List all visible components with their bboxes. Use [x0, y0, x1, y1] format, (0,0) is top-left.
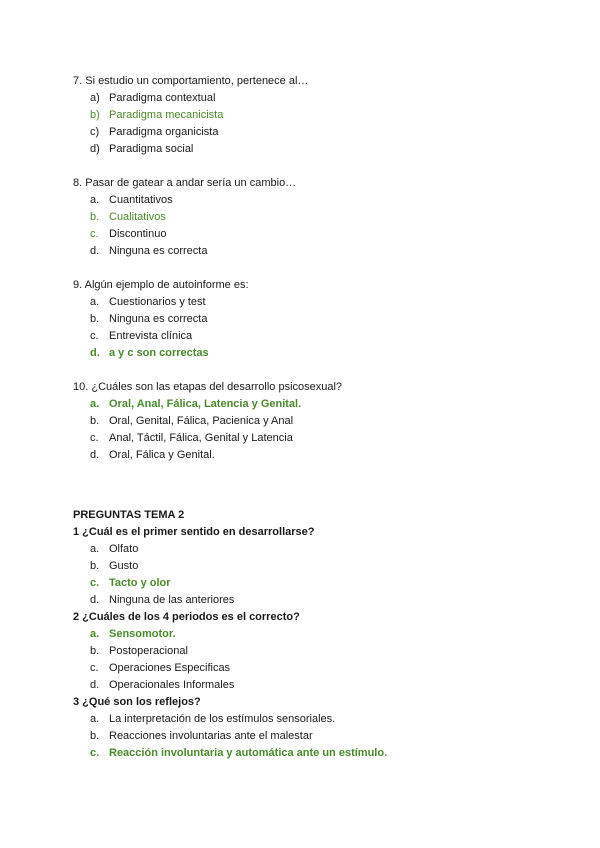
option-8c [90, 227, 166, 241]
option-7a [90, 91, 215, 105]
option-letter: b. [90, 211, 100, 223]
option-text: Oral, Genital, Fálica, Pacienica y Anal [109, 415, 294, 427]
option-t2-2d [90, 678, 234, 692]
option-text: Entrevista clínica [109, 330, 193, 342]
option-letter: c) [90, 126, 100, 138]
option-8a [90, 193, 173, 207]
option-text: Anal, Táctil, Fálica, Genital y Latencia [109, 432, 293, 444]
option-text: Paradigma social [109, 143, 194, 155]
option-t2-1d [90, 593, 234, 607]
option-letter: c. [90, 662, 99, 674]
option-letter: a. [90, 543, 100, 555]
option-text: Tacto y olor [109, 577, 171, 589]
option-t2-2b [90, 644, 188, 658]
option-text: Reacción involuntaria y automática ante un estímulo. [109, 747, 388, 759]
question-8: 8. Pasar de gatear a andar sería un cambio… [73, 177, 297, 189]
option-letter: c. [90, 577, 100, 589]
option-letter: a. [90, 296, 100, 308]
option-10c [90, 431, 293, 445]
option-text: Paradigma organicista [109, 126, 219, 138]
option-text: Operaciones Especificas [109, 662, 231, 674]
option-letter: a) [90, 92, 100, 104]
option-letter: b. [90, 730, 100, 742]
option-text: Cuantitativos [109, 194, 173, 206]
option-text: Ninguna es correcta [109, 313, 208, 325]
option-letter: d. [90, 449, 100, 461]
option-letter: b. [90, 415, 100, 427]
section-title: PREGUNTAS TEMA 2 [73, 509, 185, 521]
option-7d [90, 142, 193, 156]
option-10a-correct [90, 397, 301, 411]
option-letter: a. [90, 398, 100, 410]
question-10: 10. ¿Cuáles son las etapas del desarrollo psicosexual? [73, 381, 343, 393]
option-letter: a. [90, 194, 100, 206]
option-9b [90, 312, 207, 326]
option-10b [90, 414, 293, 428]
option-text: Cuestionarios y test [109, 296, 206, 308]
option-7c [90, 125, 218, 139]
t2-question-1: 1 ¿Cuál es el primer sentido en desarrollarse? [73, 526, 315, 538]
option-letter: b) [90, 109, 100, 121]
option-text: Postoperacional [109, 645, 188, 657]
option-text: Ninguna es correcta [109, 245, 208, 257]
option-letter: d. [90, 594, 100, 606]
option-8d [90, 244, 207, 258]
question-9: 9. Algún ejemplo de autoinforme es: [73, 279, 249, 291]
option-text: a y c son correctas [109, 347, 209, 359]
option-letter: b. [90, 313, 100, 325]
option-9c [90, 329, 192, 343]
option-text: Discontinuo [109, 228, 167, 240]
option-letter: c. [90, 228, 99, 240]
option-letter: d. [90, 245, 100, 257]
option-9a [90, 295, 206, 309]
option-text: Paradigma mecanicista [109, 109, 224, 121]
option-letter: a. [90, 713, 100, 725]
option-text: La interpretación de los estímulos sensoriales. [109, 713, 336, 725]
option-7b-correct [90, 108, 223, 122]
option-text: Gusto [109, 560, 139, 572]
option-letter: a. [90, 628, 100, 640]
option-text: Sensomotor. [109, 628, 176, 640]
option-t2-3b [90, 729, 313, 743]
option-letter: c. [90, 330, 99, 342]
option-letter: b. [90, 645, 100, 657]
option-text: Cualitativos [109, 211, 166, 223]
option-text: Paradigma contextual [109, 92, 216, 104]
option-text: Oral, Fálica y Genital. [109, 449, 215, 461]
option-text: Olfato [109, 543, 139, 555]
option-t2-3a [90, 712, 335, 726]
option-letter: c. [90, 747, 100, 759]
t2-question-3: 3 ¿Qué son los reflejos? [73, 696, 201, 708]
option-8b-correct [90, 210, 166, 224]
option-10d [90, 448, 215, 462]
option-text: Operacionales Informales [109, 679, 235, 691]
option-text: Reacciones involuntarias ante el malestar [109, 730, 313, 742]
option-text: Ninguna de las anteriores [109, 594, 235, 606]
t2-question-2: 2 ¿Cuáles de los 4 periodos es el correcto? [73, 611, 300, 623]
option-letter: d. [90, 347, 100, 359]
option-t2-3c-correct [90, 746, 387, 760]
option-letter: b. [90, 560, 100, 572]
option-9d-correct [90, 346, 209, 360]
option-t2-2a-correct [90, 627, 176, 641]
option-letter: d. [90, 679, 100, 691]
option-t2-2c [90, 661, 230, 675]
option-text: Oral, Anal, Fálica, Latencia y Genital. [109, 398, 302, 410]
option-letter: d) [90, 143, 100, 155]
option-t2-1c-correct [90, 576, 171, 590]
option-t2-1b [90, 559, 138, 573]
question-7: 7. Si estudio un comportamiento, pertenece al… [73, 75, 309, 87]
option-t2-1a [90, 542, 138, 556]
option-letter: c. [90, 432, 99, 444]
